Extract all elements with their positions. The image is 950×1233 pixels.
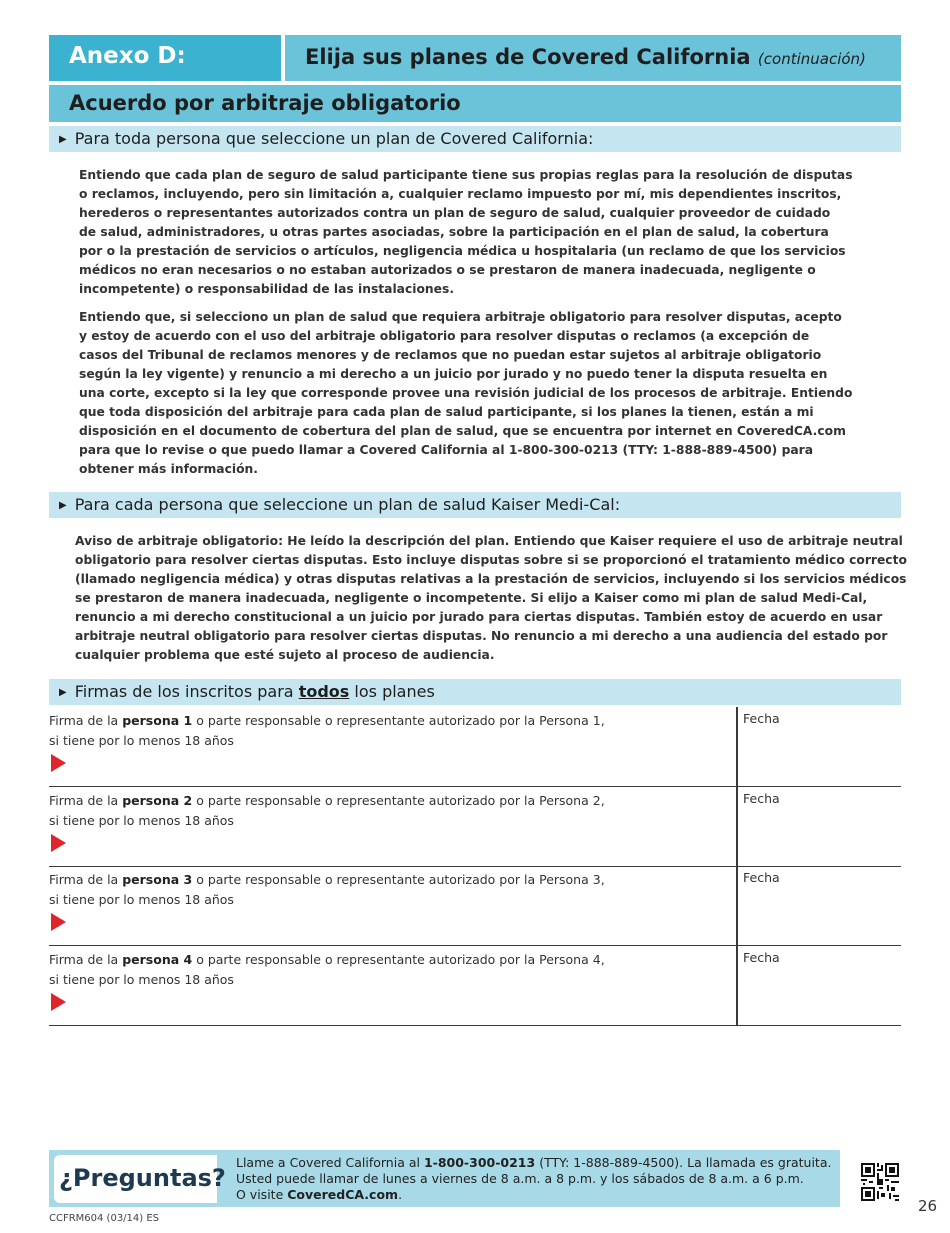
signature-person: persona 4 xyxy=(122,951,193,967)
paragraph-line: incompetente) o responsabilidad de las instalaciones. xyxy=(79,282,455,296)
subhead-text-pre: Firmas de los inscritos para xyxy=(74,682,294,701)
paragraph-line: Entiendo que cada plan de seguro de salud participante tiene sus propias reglas para la resolución de disputas xyxy=(79,168,853,182)
signature-age-note: si tiene por lo menos 18 años xyxy=(49,733,234,748)
subhead-kaiser xyxy=(49,492,901,518)
paragraph-line: renuncio a mi derecho constitucional a un juicio por jurado para ciertas disputas. También estoy de acuerdo en usar xyxy=(75,610,883,624)
signature-label xyxy=(49,950,649,990)
page-title-text: Elija sus planes de Covered California xyxy=(305,45,751,69)
signature-label-pre: Firma de la xyxy=(49,713,119,728)
page-header xyxy=(49,35,901,81)
paragraph-line: por o la prestación de servicios o artículos, negligencia médica u hospitalaria (un reclamo de que los servicios xyxy=(79,244,846,258)
qr-code-graphic xyxy=(861,1163,899,1201)
signature-label xyxy=(49,711,649,751)
paragraph-line: se prestaron de manera inadecuada, negligente o incompetente. Si elijo a Kaiser como mi plan de salud Medi-Cal, xyxy=(75,591,868,605)
subhead-text: Para toda persona que seleccione un plan de Covered California: xyxy=(74,129,594,148)
page-title-suffix: (continuación) xyxy=(757,50,866,68)
signature-person: persona 1 xyxy=(122,713,193,728)
paragraph-line: que toda disposición del arbitraje para cada plan de salud participante, si los planes la tienen, están a mi xyxy=(79,405,814,419)
paragraph-line: obtener más información. xyxy=(79,462,258,476)
sign-here-arrow-icon[interactable] xyxy=(51,993,66,1011)
signature-label-pre: Firma de la xyxy=(49,951,119,967)
date-field-label[interactable]: Fecha xyxy=(743,790,780,806)
footer-line-3 xyxy=(236,1187,831,1203)
qr-code-icon xyxy=(861,1163,899,1201)
column-divider xyxy=(736,946,738,1026)
footer-l1-post: (TTY: 1-888-889-4500). La llamada es gratuita. xyxy=(539,1155,832,1170)
section-title: Acuerdo por arbitraje obligatorio xyxy=(49,85,901,122)
date-field-label[interactable]: Fecha xyxy=(743,949,780,965)
footer-l3-pre: O visite xyxy=(236,1187,284,1202)
sign-here-arrow-icon[interactable] xyxy=(51,754,66,772)
date-field-label[interactable]: Fecha xyxy=(743,711,780,726)
paragraph-line: obligatorio para resolver ciertas disputas. Esto incluye disputas sobre si se proporcionó el tratamiento médico correcto xyxy=(75,553,907,567)
column-divider xyxy=(736,707,738,787)
paragraph-line: Entiendo que, si selecciono un plan de salud que requiera arbitraje obligatorio para resolver disputas, acepto xyxy=(79,310,842,324)
signature-label-pre: Firma de la xyxy=(49,872,119,887)
footer-line-1 xyxy=(236,1155,831,1171)
signature-label xyxy=(49,870,649,910)
paragraph-line: herederos o representantes autorizados contra un plan de seguro de salud, cualquier proveedor de cuidado xyxy=(79,206,831,220)
footer-line-2: Usted puede llamar de lunes a viernes de 8 a.m. a 8 p.m. y los sábados de 8 a.m. a 6 p.m. xyxy=(236,1171,804,1186)
page-title xyxy=(285,35,901,81)
paragraph-line: arbitraje neutral obligatorio para resolver ciertas disputas. No renuncio a mi derecho a una audiencia del estado por xyxy=(75,629,888,643)
paragraph-line: para que lo revise o que puedo llamar a Covered California al 1-800-300-0213 (TTY: 1-888-889-4500) para xyxy=(79,443,814,457)
subhead-signatures xyxy=(49,679,901,705)
signature-label-post: o parte responsable o representante autorizado por la Persona 4, xyxy=(196,951,605,967)
paragraph-line: según la ley vigente) y renuncio a mi derecho a un juicio por jurado y no puedo tener la disputa resuelta en xyxy=(79,367,828,381)
paragraph-line: una corte, excepto si la ley que corresponde provee una revisión judicial de los procesos de arbitraje. Entiendo xyxy=(79,386,853,400)
date-field-label[interactable]: Fecha xyxy=(743,870,780,885)
paragraph-line: y estoy de acuerdo con el uso del arbitraje obligatorio para resolver disputas o reclamos (a excepción de xyxy=(79,329,810,343)
paragraph-line: casos del Tribunal de reclamos menores y de reclamos que no puedan estar sujetos al arbitraje obligatorio xyxy=(79,348,822,362)
questions-text xyxy=(236,1155,831,1203)
column-divider xyxy=(736,866,738,946)
footer-l3-post: . xyxy=(398,1187,403,1202)
footer-phone: 1-800-300-0213 xyxy=(423,1155,536,1170)
signature-person: persona 2 xyxy=(122,792,193,808)
paragraph-line: (llamado negligencia médica) y otras disputas relativas a la prestación de servicios, incluyendo si los servicios médicos xyxy=(75,572,907,586)
sign-here-arrow-icon[interactable] xyxy=(51,834,66,852)
arbitration-paragraph-1 xyxy=(79,166,853,299)
signature-label-post: o parte responsable o representante autorizado por la Persona 2, xyxy=(196,792,605,808)
sign-here-arrow-icon[interactable] xyxy=(51,913,66,931)
paragraph-line: cualquier problema que esté sujeto al proceso de audiencia. xyxy=(75,648,495,662)
subhead-text-post: los planes xyxy=(354,682,435,701)
subhead-text: Para cada persona que seleccione un plan de salud Kaiser Medi-Cal: xyxy=(74,495,621,514)
triangle-bullet-icon: ▶ xyxy=(59,687,67,698)
paragraph-line: o reclamos, incluyendo, pero sin limitación a, cualquier reclamo impuesto por mí, mis dependientes inscritos, xyxy=(79,187,842,201)
signature-label-pre: Firma de la xyxy=(49,792,119,808)
triangle-bullet-icon: ▶ xyxy=(59,134,67,145)
signature-row-persona-2 xyxy=(49,787,901,867)
annex-label: Anexo D: xyxy=(49,35,281,81)
paragraph-line: médicos no eran necesarios o no estaban autorizados o se prestaron de manera inadecuada, negligente o xyxy=(79,263,816,277)
signature-label xyxy=(49,791,649,831)
signature-age-note: si tiene por lo menos 18 años xyxy=(49,892,234,907)
kaiser-paragraph xyxy=(75,532,907,665)
column-divider xyxy=(736,787,738,867)
signature-label-post: o parte responsable o representante autorizado por la Persona 1, xyxy=(196,713,605,728)
signature-person: persona 3 xyxy=(122,872,193,887)
questions-label: ¿Preguntas? xyxy=(54,1155,217,1203)
signature-row-persona-1 xyxy=(49,707,901,787)
signature-row-persona-3 xyxy=(49,866,901,946)
arbitration-paragraph-2 xyxy=(79,308,852,479)
signature-label-post: o parte responsable o representante autorizado por la Persona 3, xyxy=(196,872,605,887)
form-code: CCFRM604 (03/14) ES xyxy=(49,1213,160,1224)
footer-website-link[interactable]: CoveredCA.com xyxy=(287,1187,399,1202)
signature-age-note: si tiene por lo menos 18 años xyxy=(49,971,234,987)
triangle-bullet-icon: ▶ xyxy=(59,500,67,511)
paragraph-line: de salud, administradores, u otras partes asociadas, sobre la participación en el plan de salud, la cobertura xyxy=(79,225,829,239)
signature-age-note: si tiene por lo menos 18 años xyxy=(49,812,234,828)
page-number: 26 xyxy=(918,1197,938,1215)
subhead-text-bold: todos xyxy=(298,682,350,701)
footer-l1-pre: Llame a Covered California al xyxy=(236,1155,420,1170)
paragraph-line: disposición en el documento de cobertura del plan de salud, que se encuentra por internet en CoveredCA.com xyxy=(79,424,846,438)
questions-footer xyxy=(49,1150,840,1207)
signature-row-persona-4 xyxy=(49,946,901,1026)
subhead-covered-california xyxy=(49,126,901,152)
paragraph-line: Aviso de arbitraje obligatorio: He leído la descripción del plan. Entiendo que Kaiser requiere el uso de arbitraje neutral xyxy=(75,534,903,548)
